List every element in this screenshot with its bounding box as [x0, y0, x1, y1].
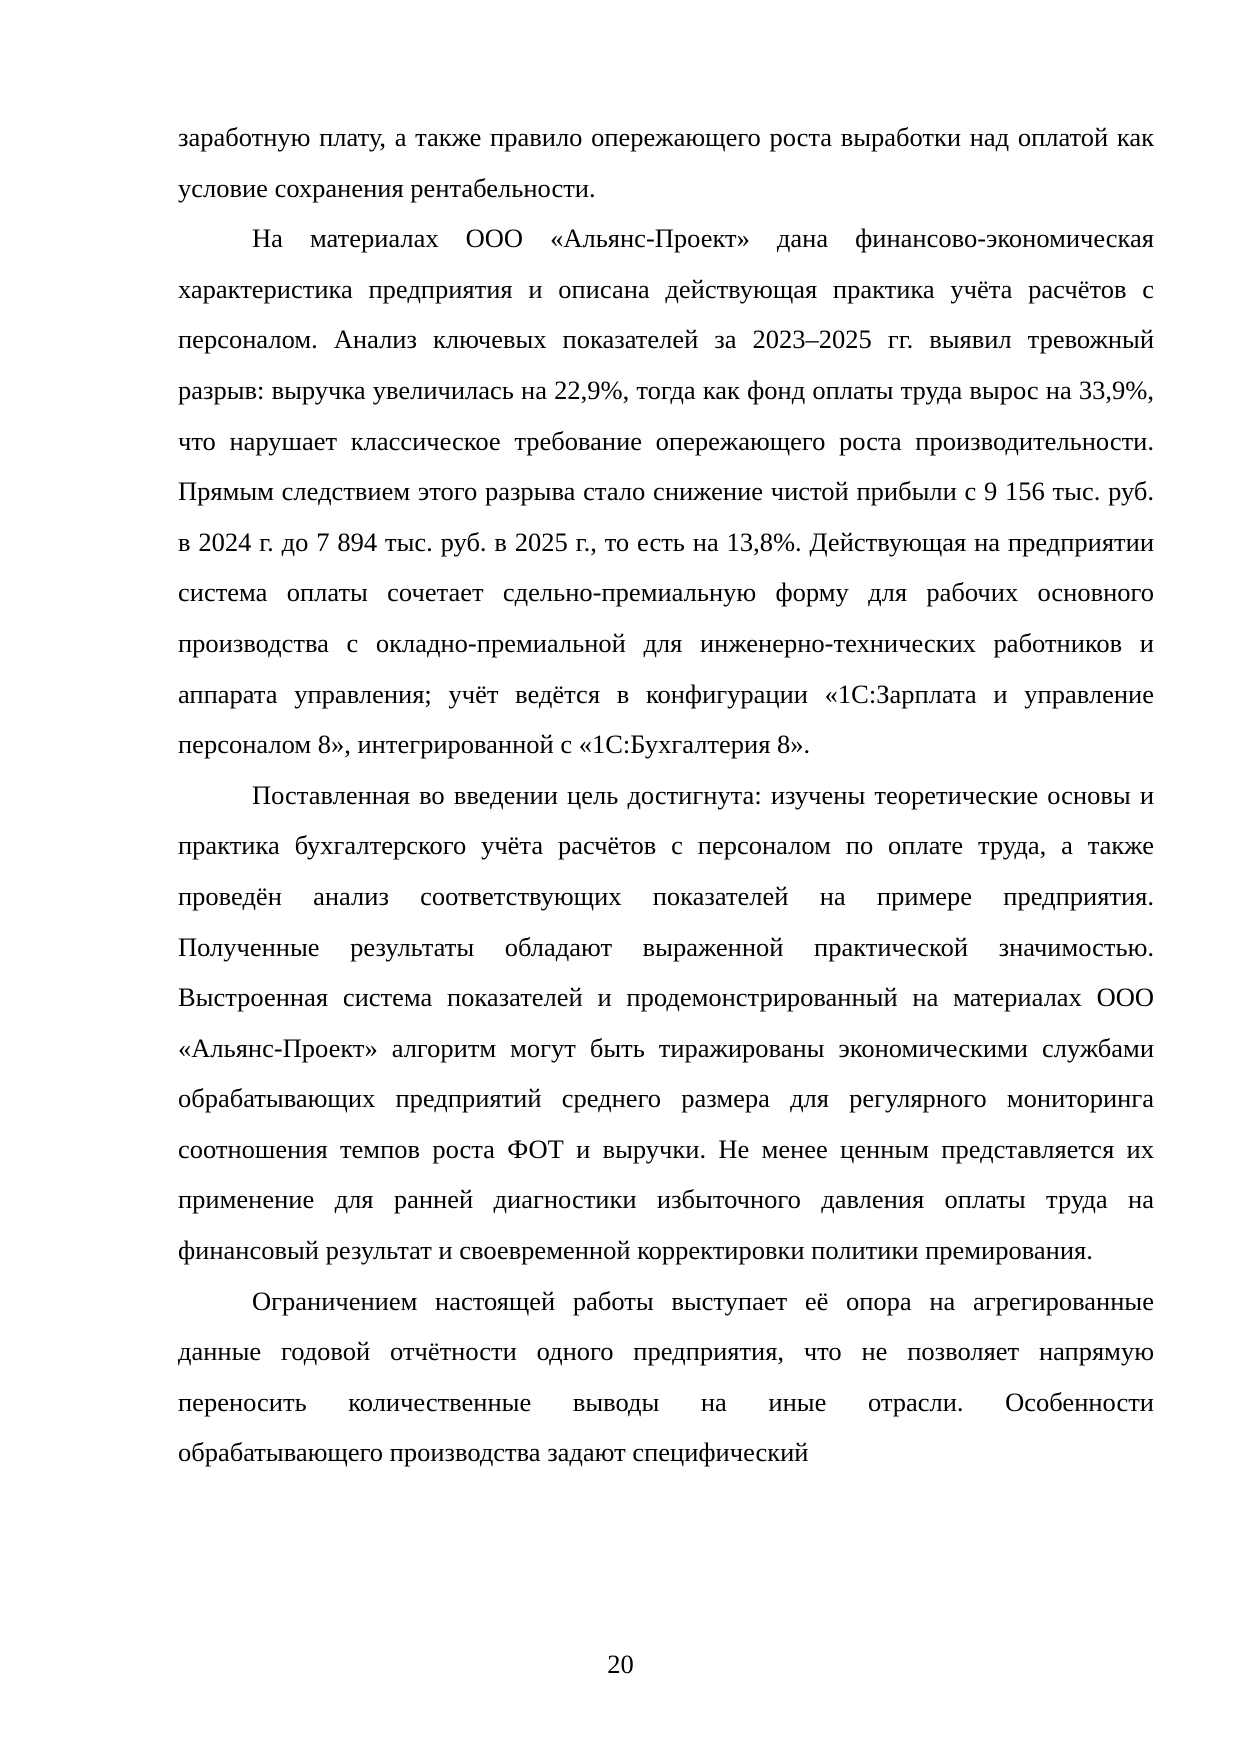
paragraph-enterprise-analysis: На материалах ООО «Альянс-Проект» дана финансово-экономическая характеристика предприятия и описана действующая практика учёта расчётов с персоналом. Анализ ключевых показателей за 2023–2025 гг. выявил тревожный разрыв: выручка увеличилась на 22,9%, тогда как фонд оплаты труда вырос на 33,9%, что нарушает классическое требование опережающего роста производительности. Прямым следствием этого разрыва стало снижение чистой прибыли с 9 156 тыс. руб. в 2024 г. до 7 894 тыс. руб. в 2025 г., то есть на 13,8%. Действующая на предприятии система оплаты сочетает сдельно-премиальную форму для рабочих основного производства с окладно-премиальной для инженерно-технических работников и аппарата управления; учёт ведётся в конфигурации «1С:Зарплата и управление персоналом 8», интегрированной с «1С:Бухгалтерия 8».	[178, 223, 1154, 760]
paragraph-continuation: заработную плату, а также правило опережающего роста выработки над оплатой как условие сохранения рентабельности.	[178, 122, 1154, 203]
paragraph-goal-achieved: Поставленная во введении цель достигнута: изучены теоретические основы и практика бухгалтерского учёта расчётов с персоналом по оплате труда, а также проведён анализ соответствующих показателей на примере предприятия. Полученные результаты обладают выраженной практической значимостью. Выстроенная система показателей и продемонстрированный на материалах ООО «Альянс-Проект» алгоритм могут быть тиражированы экономическими службами обрабатывающих предприятий среднего размера для регулярного мониторинга соотношения темпов роста ФОТ и выручки. Не менее ценным представляется их применение для ранней диагностики избыточного давления оплаты труда на финансовый результат и своевременной корректировки политики премирования.	[178, 779, 1154, 1266]
paragraph-limitations: Ограничением настоящей работы выступает её опора на агрегированные данные годовой отчётности одного предприятия, что не позволяет напрямую переносить количественные выводы на иные отрасли. Особенности обрабатывающего производства задают специфический	[178, 1285, 1154, 1468]
page-number: 20	[607, 1649, 634, 1679]
body-text	[178, 112, 1154, 1478]
